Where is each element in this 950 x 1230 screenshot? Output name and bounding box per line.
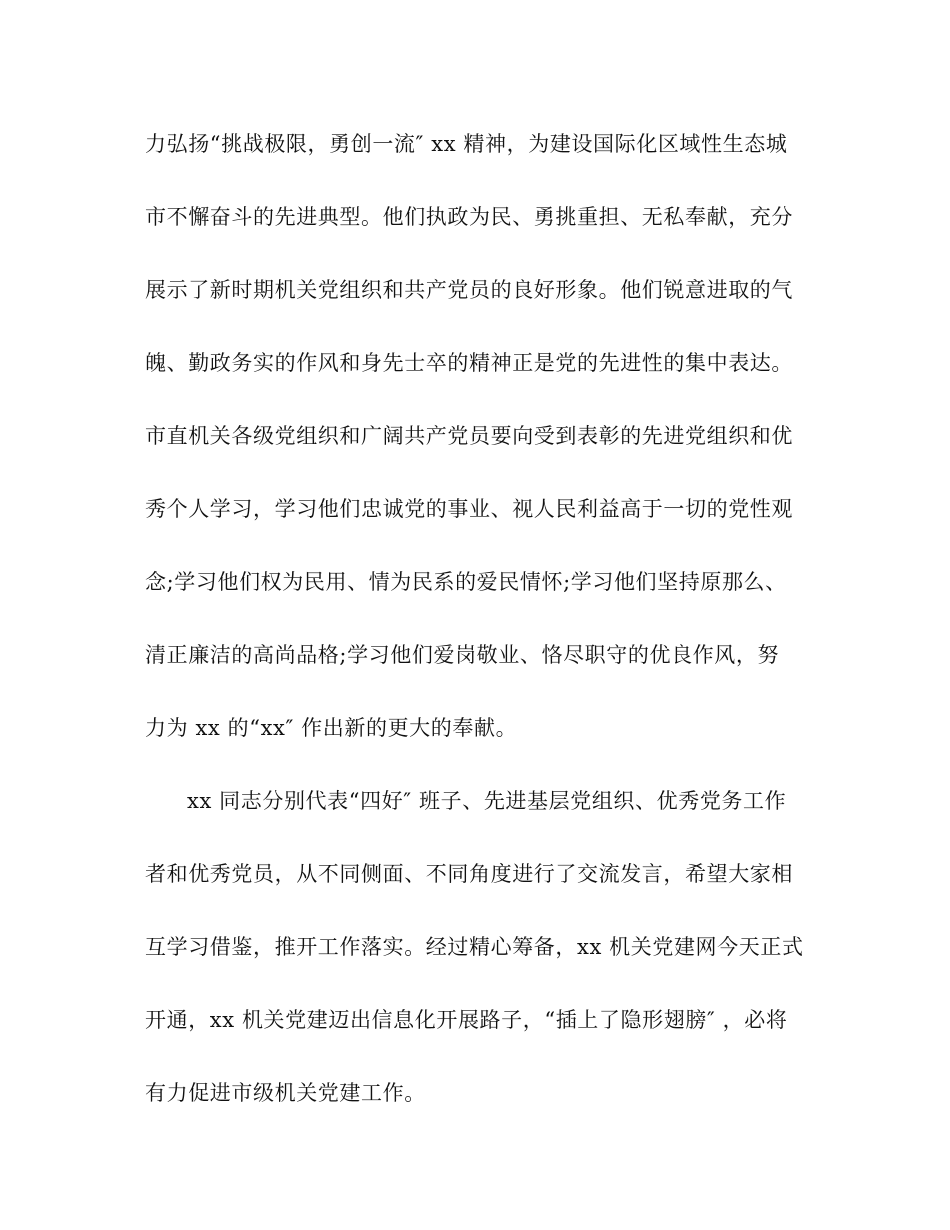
text-line: 互学习借鉴，推开工作落实。经过精心筹备，xx 机关党建网今天正式 (145, 935, 804, 959)
text-line: xx 同志分别代表“四好″ 班子、先进基层党组织、优秀党务工作 (187, 789, 787, 813)
text-line: 有力促进市级机关党建工作。 (145, 1081, 426, 1105)
text-line: 清正廉洁的高尚品格;学习他们爱岗敬业、恪尽职守的优良作风，努 (145, 643, 780, 667)
text-line: 魄、勤政务实的作风和身先士卒的精神正是党的先进性的集中表达。 (145, 351, 793, 375)
text-line: 念;学习他们权为民用、情为民系的爱民情怀;学习他们坚持原那么、 (145, 570, 787, 594)
text-line: 力为 xx 的“xx″ 作出新的更大的奉献。 (145, 716, 518, 740)
text-line: 开通，xx 机关党建迈出信息化开展路子，“插上了隐形翅膀″ ，必将 (145, 1008, 788, 1032)
text-line: 展示了新时期机关党组织和共产党员的良好形象。他们锐意进取的气 (145, 278, 793, 302)
text-line: 秀个人学习，学习他们忠诚党的事业、视人民利益高于一切的党性观 (145, 497, 793, 521)
text-line: 者和优秀党员，从不同侧面、不同角度进行了交流发言，希望大家相 (145, 862, 793, 886)
text-line: 市直机关各级党组织和广阔共产党员要向受到表彰的先进党组织和优 (145, 424, 793, 448)
text-line: 力弘扬“挑战极限，勇创一流″ xx 精神，为建设国际化区域性生态城 (145, 132, 788, 156)
text-line: 市不懈奋斗的先进典型。他们执政为民、勇挑重担、无私奉献，充分 (145, 205, 793, 229)
